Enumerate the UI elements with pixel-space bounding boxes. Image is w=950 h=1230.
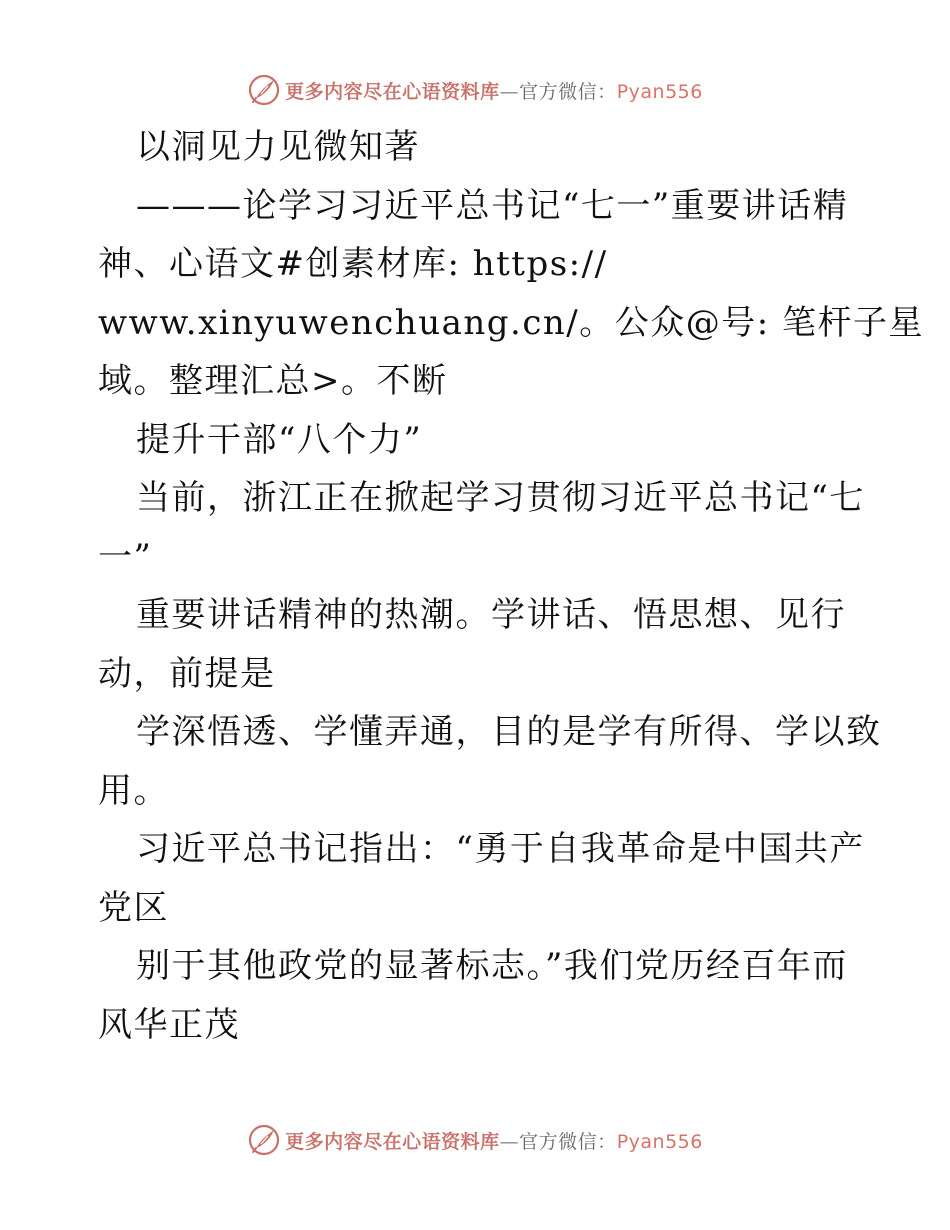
footer-text [285,1127,703,1154]
quill-pen-circle-icon [247,73,281,107]
document-body [98,118,924,1054]
document-title: 以洞见力见微知著 [136,127,420,167]
footer-banner [0,1120,950,1160]
text-line: www.xinyuwenchuang.cn/。公众@号: 笔杆子星 [98,302,924,343]
paragraph-line: 用。 [98,770,169,811]
paragraph-line: 别于其他政党的显著标志。”我们党历经百年而 [136,946,848,986]
footer-main-text: 更多内容尽在心语资料库 [285,1130,500,1153]
paragraph-line: 动，前提是 [98,653,276,694]
paragraph-line: 学深悟透、学懂弄通，目的是学有所得、学以致 [136,712,882,752]
paragraph-line: 重要讲话精神的热潮。学讲话、悟思想、见行 [136,595,846,635]
paragraph-line: 习近平总书记指出：“勇于自我革命是中国共产 [136,829,865,869]
text-line: 神、心语文#创素材库: https:// [98,244,608,284]
text-line: 提升干部“八个力” [136,419,423,460]
paragraph-line: 一” [98,536,153,577]
header-main-text: 更多内容尽在心语资料库 [285,80,500,103]
header-banner [0,70,950,110]
footer-wechat-id: Pyan556 [616,1130,703,1153]
text-line: 域。整理汇总>。不断 [98,361,448,401]
footer-official-label: 官方微信： [519,1130,617,1153]
paragraph-line: 风华正茂 [98,1004,240,1045]
document-subtitle: ———论学习习近平总书记“七一”重要讲话精 [136,185,849,226]
paragraph-line: 党区 [98,887,169,928]
header-dash: — [499,80,520,103]
header-text [285,77,703,104]
paragraph-line: 当前，浙江正在掀起学习贯彻习近平总书记“七 [136,478,865,518]
quill-pen-circle-icon [247,1123,281,1157]
header-official-label: 官方微信： [519,80,617,103]
header-wechat-id: Pyan556 [616,80,703,103]
footer-dash: — [499,1130,520,1153]
